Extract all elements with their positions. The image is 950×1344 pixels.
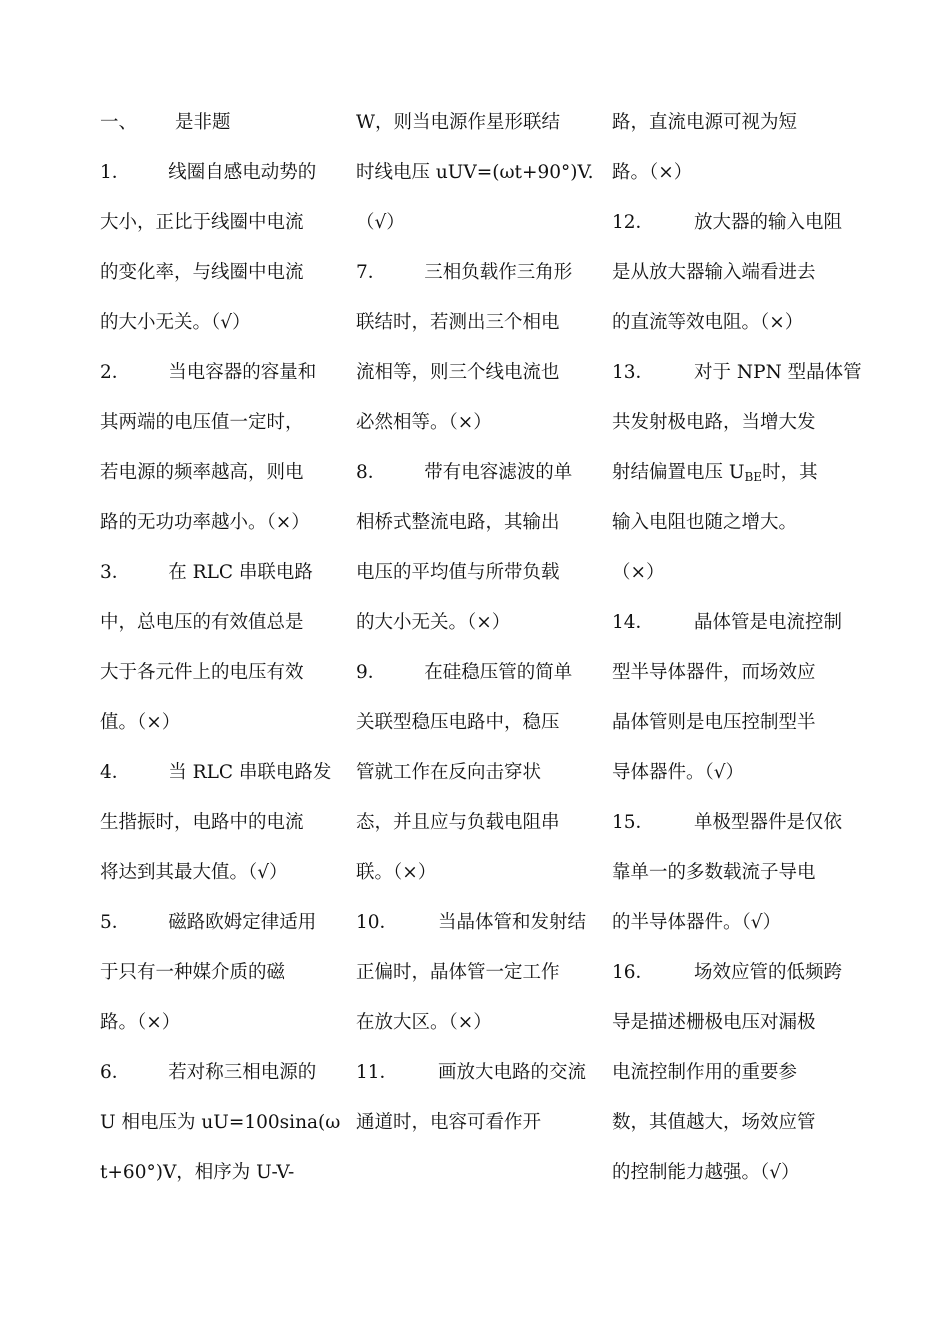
text-line: [356, 848, 582, 898]
question-number: 9．: [356, 662, 387, 683]
question-number: 4．: [100, 762, 131, 783]
line-text: 路的无功功率越小。（×）: [100, 512, 310, 533]
text-line: [100, 698, 326, 748]
line-text: 单极型器件是仅依: [694, 812, 843, 833]
text-line: [356, 698, 582, 748]
text-line: [100, 398, 326, 448]
line-text: 三相负载作三角形: [424, 262, 573, 283]
question-start-line: [356, 448, 582, 498]
line-text: 管就工作在反向击穿状: [356, 762, 542, 783]
line-text: 当 RLC 串联电路发: [168, 762, 332, 783]
line-text: 大小，正比于线圈中电流: [100, 212, 304, 233]
text-line: [356, 1098, 582, 1148]
line-text: 的大小无关。（√）: [100, 312, 251, 333]
column-middle: [356, 98, 594, 1148]
question-start-line: [356, 898, 587, 948]
line-text: 当晶体管和发射结: [438, 912, 587, 933]
text-line: [612, 548, 838, 598]
line-text: 带有电容滤波的单: [424, 462, 573, 483]
question-number: 6．: [100, 1062, 131, 1083]
line-text: 画放大电路的交流: [438, 1062, 587, 1083]
line-text: 联结时，若测出三个相电: [356, 312, 560, 333]
question-start-line: [612, 948, 843, 998]
line-text: 的半导体器件。（√）: [612, 912, 782, 933]
line-text-tail: 时，其: [762, 462, 818, 483]
text-line: [612, 1048, 838, 1098]
text-line: [100, 798, 326, 848]
text-line: [100, 1148, 326, 1198]
question-number: 1．: [100, 162, 131, 183]
question-start-line: [100, 1048, 326, 1098]
subscript: BE: [744, 470, 763, 484]
line-text: W，则当电源作星形联结: [356, 112, 561, 133]
question-number: 5．: [100, 912, 131, 933]
line-text: 晶体管则是电压控制型半: [612, 712, 816, 733]
question-number: 14．: [612, 612, 655, 633]
text-line: [356, 798, 582, 848]
line-text: 若电源的频率越高，则电: [100, 462, 304, 483]
text-line: [356, 598, 582, 648]
line-text: 电流控制作用的重要参: [612, 1062, 798, 1083]
text-line: [356, 998, 582, 1048]
text-line: [100, 848, 326, 898]
line-text: 对于 NPN 型晶体管: [694, 362, 862, 383]
line-text: 联。（×）: [356, 862, 437, 883]
line-text: 中，总电压的有效值总是: [100, 612, 304, 633]
question-number: 16．: [612, 962, 655, 983]
line-text: 若对称三相电源的: [168, 1062, 317, 1083]
section-title: 是非题: [175, 112, 231, 133]
line-text: 的大小无关。（×）: [356, 612, 511, 633]
text-line: [356, 498, 582, 548]
text-line: [100, 248, 326, 298]
question-number: 3．: [100, 562, 131, 583]
line-text: 流相等，则三个线电流也: [356, 362, 560, 383]
text-line: [100, 448, 326, 498]
line-text: 磁路欧姆定律适用: [168, 912, 317, 933]
question-number: 2．: [100, 362, 131, 383]
question-number: 13．: [612, 362, 655, 383]
line-text: 生揩振时，电路中的电流: [100, 812, 304, 833]
line-text: 在放大区。（×）: [356, 1012, 492, 1033]
text-line: [356, 748, 582, 798]
line-text: 输入电阻也随之增大。: [612, 512, 798, 533]
text-line: [612, 148, 838, 198]
line-text: 将达到其最大值。（√）: [100, 862, 288, 883]
line-text: 时线电压 uUV=(ωt+90°)V.: [356, 162, 594, 183]
text-line: [356, 298, 582, 348]
text-line: [100, 1098, 341, 1148]
text-line: [356, 348, 582, 398]
text-line: [612, 898, 838, 948]
text-line: [612, 648, 838, 698]
question-start-line: [612, 798, 843, 848]
line-text: 导体器件。（√）: [612, 762, 745, 783]
line-text: t+60°)V，相序为 U-V-: [100, 1162, 295, 1183]
text-line: [612, 298, 838, 348]
line-text: 路，直流电源可视为短: [612, 112, 798, 133]
text-line: [356, 198, 582, 248]
question-number: 7．: [356, 262, 387, 283]
text-line: [100, 298, 326, 348]
question-start-line: [356, 648, 582, 698]
text-line: [612, 848, 838, 898]
text-line: [356, 948, 582, 998]
line-text: 必然相等。（×）: [356, 412, 492, 433]
text-line: [356, 98, 582, 148]
line-text: 的直流等效电阻。（×）: [612, 312, 804, 333]
question-start-line: [356, 248, 582, 298]
question-start-line: [100, 548, 326, 598]
text-line: [612, 698, 838, 748]
question-start-line: [100, 748, 332, 798]
text-line: [612, 448, 838, 498]
line-text: 场效应管的低频跨: [694, 962, 843, 983]
text-line: [100, 598, 326, 648]
text-line: [100, 498, 326, 548]
question-start-line: [612, 348, 862, 398]
line-text: 于只有一种媒介质的磁: [100, 962, 286, 983]
text-line: [356, 398, 582, 448]
line-text: 线圈自感电动势的: [168, 162, 317, 183]
text-line: [100, 648, 326, 698]
text-line: [100, 948, 326, 998]
line-text: 其两端的电压值一定时，: [100, 412, 304, 433]
text-line: [612, 1148, 838, 1198]
line-text: 值。（×）: [100, 712, 181, 733]
question-start-line: [100, 148, 326, 198]
line-text: 通道时，电容可看作开: [356, 1112, 542, 1133]
column-right: [612, 98, 862, 1198]
question-number: 10．: [356, 912, 399, 933]
line-text: 路。（×）: [100, 1012, 181, 1033]
line-text: 正偏时，晶体管一定工作: [356, 962, 560, 983]
line-text: 的控制能力越强。（√）: [612, 1162, 800, 1183]
question-start-line: [612, 598, 843, 648]
line-text: 是从放大器输入端看进去: [612, 262, 816, 283]
line-text: 靠单一的多数载流子导电: [612, 862, 816, 883]
line-text: 相桥式整流电路，其输出: [356, 512, 560, 533]
line-text: 导是描述栅极电压对漏极: [612, 1012, 816, 1033]
line-text: 大于各元件上的电压有效: [100, 662, 304, 683]
line-text: 晶体管是电流控制: [694, 612, 843, 633]
line-text: （×）: [612, 562, 665, 583]
line-text: 型半导体器件，而场效应: [612, 662, 816, 683]
question-number: 11．: [356, 1062, 399, 1083]
question-number: 12．: [612, 212, 655, 233]
question-start-line: [100, 348, 326, 398]
line-text: 在硅稳压管的简单: [424, 662, 573, 683]
line-text: U 相电压为 uU=100sina(ω: [100, 1112, 341, 1133]
question-start-line: [612, 198, 843, 248]
line-text: 电压的平均值与所带负载: [356, 562, 560, 583]
text-line: [100, 998, 326, 1048]
text-line: [612, 998, 838, 1048]
text-line: [100, 198, 326, 248]
line-text: 路。（×）: [612, 162, 693, 183]
line-text: 当电容器的容量和: [168, 362, 317, 383]
text-line: [612, 248, 838, 298]
line-text: 放大器的输入电阻: [694, 212, 843, 233]
line-text: 的变化率，与线圈中电流: [100, 262, 304, 283]
section-number: 一、: [100, 112, 138, 133]
column-left: [100, 98, 341, 1198]
question-number: 15．: [612, 812, 655, 833]
line-text: 关联型稳压电路中，稳压: [356, 712, 560, 733]
line-text: （√）: [356, 212, 405, 233]
text-line: [356, 548, 582, 598]
section-heading: [100, 98, 326, 148]
line-text: 态，并且应与负载电阻串: [356, 812, 560, 833]
question-start-line: [100, 898, 326, 948]
question-start-line: [356, 1048, 587, 1098]
text-line: [612, 98, 838, 148]
text-line: [356, 148, 594, 198]
line-text: 射结偏置电压 U: [612, 462, 745, 483]
text-line: [612, 398, 838, 448]
line-text: 数，其值越大，场效应管: [612, 1112, 816, 1133]
text-line: [612, 498, 838, 548]
line-text: 在 RLC 串联电路: [168, 562, 313, 583]
line-text: 共发射极电路，当增大发: [612, 412, 816, 433]
text-line: [612, 1098, 838, 1148]
text-line: [612, 748, 838, 798]
question-number: 8．: [356, 462, 387, 483]
